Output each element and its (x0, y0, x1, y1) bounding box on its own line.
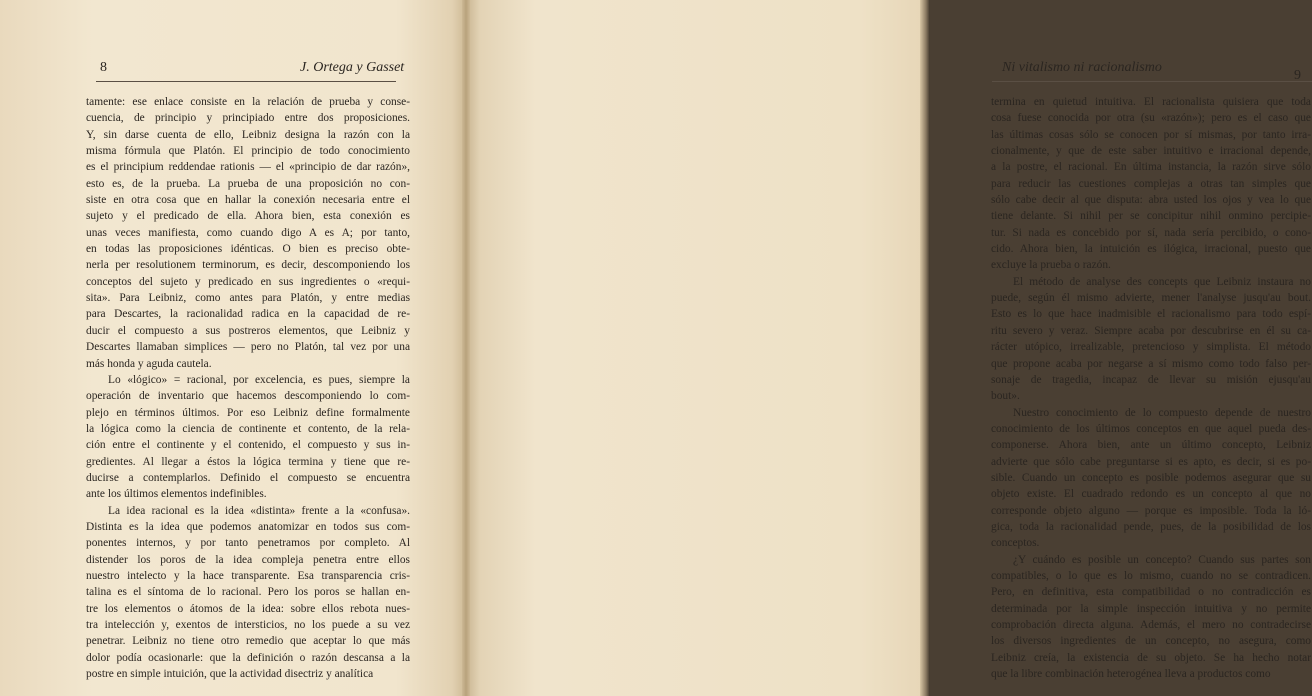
text-line: es el principium reddendae rationis — el «principio de dar razón», (86, 161, 410, 174)
text-line: más honda y aguda cautela. (86, 357, 212, 370)
text-line: puede, según él mismo advierte, mener l'analyse jusqu'au bout. (991, 292, 1311, 305)
text-line: Leibniz creía, la existencia de su objeto. Se ha hecho notar (991, 651, 1311, 664)
text-line: en todas las proposiciones idénticas. O bien es preciso obte- (86, 243, 410, 256)
text-line: compatibles, o lo que es lo mismo, cuando no se contradicen. (991, 569, 1311, 582)
left-header-rule (96, 81, 396, 82)
left-page-header (96, 58, 405, 82)
text-line: excluye la prueba o razón. (991, 259, 1111, 272)
text-line: Descartes llamaban simplices — pero no Platón, tal vez por una (86, 341, 410, 354)
text-line: cido. Ahora bien, la intuición es ilógica, irracional, puesto que (991, 243, 1311, 256)
text-line: sujeto y el predicado de ella. Ahora bien, esta conexión es (86, 210, 410, 223)
text-line: tra intelección y, exentos de intersticios, no los puede a su vez (86, 619, 410, 631)
text-line: ducirse a contemplarlos. Definido el compuesto se encuentra (86, 471, 410, 484)
text-line: ritu severo y veraz. Siempre acaba por descubrirse en él su ca- (991, 324, 1311, 337)
text-line: para reducir las cuestiones complejas a otras tan simples que (991, 177, 1311, 190)
right-page (466, 0, 1311, 696)
text-line: conocimiento de los últimos conceptos en que aquel pueda des- (991, 422, 1311, 435)
text-line: la lógica como la ciencia de continente et contento, de la rela- (86, 422, 410, 435)
text-line: ¿Y cuándo es posible un concepto? Cuando sus partes son (1013, 553, 1311, 566)
right-running-title: Ni vitalismo ni racionalismo (1002, 60, 1162, 75)
text-line: siste en otra cosa que en hallar la conexión necesaria entre el (86, 194, 410, 207)
text-line: tiene delante. Si nihil per se concipitur nihil onmino percipie- (991, 210, 1311, 223)
text-line: nerla per resolutionem terminorum, es decir, descomponiendo los (86, 259, 410, 272)
text-line: corresponde objeto alguno — porque es imposible. Toda la ló- (991, 504, 1311, 517)
text-line: misma fórmula que Platón. El principio de todo conocimiento (86, 145, 410, 158)
text-line: distender los poros de la idea compleja penetra entre ellos (86, 553, 410, 566)
text-line: bout». (991, 390, 1020, 403)
text-line: sible. Cuando un concepto es posible podemos asegurar que su (991, 471, 1311, 484)
text-line: Nuestro conocimiento de lo compuesto depende de nuestro (1013, 406, 1311, 419)
text-line: La idea racional es la idea «distinta» frente a la «confusa». (108, 504, 410, 517)
text-line: para Descartes, la racionalidad radica en la capacidad de re- (86, 308, 410, 321)
text-line: gredientes. Al llegar a éstos la lógica termina y tiene que re- (86, 455, 410, 468)
left-page-body (86, 94, 410, 682)
text-line: penetrar. Leibniz no tiene otro remedio que aceptar lo que más (86, 635, 410, 648)
text-line: sita». Para Leibniz, como antes para Platón, y entre medias (86, 292, 410, 305)
right-page-number: 9 (1294, 68, 1301, 83)
right-header-rule (992, 81, 1312, 82)
page-edge-shadow (920, 0, 930, 696)
text-line: dolor podía ocasionarle: que la definición o razón descansa a la (86, 651, 410, 664)
text-line: componerse. Ahora bien, ante un último concepto, Leibniz (991, 439, 1311, 452)
text-line: gica, toda la racionalidad pende, pues, de la posibilidad de los (991, 520, 1311, 533)
text-line: determinada por la simple inspección intuitiva y no permite (991, 602, 1311, 615)
text-line: cionalmente, y que de este saber intuitivo e irracional depende, (991, 145, 1311, 158)
text-line: ción entre el continente y el contenido, el compuesto y sus in- (86, 439, 410, 452)
text-line: sólo cabe decir al que disputa: abra usted los ojos y vea lo que (991, 194, 1311, 207)
text-line: conceptos del sujeto y predicado en sus ingredientes o «requi- (86, 275, 410, 288)
text-line: tamente: ese enlace consiste en la relación de prueba y conse- (86, 96, 410, 108)
text-line: talina es el síntoma de lo racional. Pero los poros se hallan en- (86, 586, 410, 599)
text-line: postre en simple intuición, que la actividad disectriz y analítica (86, 668, 374, 681)
text-line: cosa fuese conocida por otra (su «razón»); pero es el caso que (991, 112, 1311, 125)
text-line: a la postre, el racional. En última instancia, la razón sirve sólo (991, 161, 1311, 174)
text-line: los diversos ingredientes de un concepto, no asegura, como (991, 635, 1311, 648)
text-line: operación de inventario que hacemos descomponiendo lo com- (86, 390, 410, 403)
text-line: tre los elementos o átomos de la idea: sobre ellos rebota nues- (86, 602, 410, 615)
text-line: unas veces manifiesta, como cuando digo A es A; por tanto, (86, 226, 410, 239)
text-line: comprobación directa alguna. Además, el mero no contradecirse (991, 619, 1311, 631)
text-line: Distinta es la idea que podemos anatomizar en todos sus com- (86, 520, 410, 533)
left-running-title: J. Ortega y Gasset (300, 60, 405, 75)
text-line: Esto es lo que hace inadmisible el racionalismo para todo espí- (991, 308, 1311, 321)
text-line: sonaje de tragedia, incapaz de llevar su misión ejusqu'au (991, 373, 1311, 386)
left-page-number: 8 (100, 60, 107, 75)
text-line: esto es, de la prueba. La prueba de una proposición no con- (86, 177, 410, 190)
text-line: ducir el compuesto a sus postreros elementos, que Leibniz y (86, 324, 410, 337)
text-line: tur. Si nada es concebido por sí, nada sería percibido, o cono- (991, 226, 1311, 239)
text-line: las últimas cosas sólo se conocen por sí mismas, por tanto irra- (991, 128, 1311, 141)
text-line: Y, sin darse cuenta de ello, Leibniz designa la razón con la (86, 128, 410, 141)
text-line: nuestro intelecto y la hace transparente. Esa transparencia cris- (86, 569, 410, 582)
text-line: cuencia, de principio y principiado entre dos proposiciones. (86, 112, 410, 125)
text-line: que propone acaba por negarse a sí mismo como todo falso per- (991, 357, 1311, 370)
right-page-body (991, 94, 1311, 682)
text-line: que la libre combinación heterogénea lleva a productos como (991, 668, 1271, 681)
text-line: advierte que sólo cabe preguntarse si es apto, es decir, si es po- (991, 455, 1311, 468)
text-line: El método de analyse des concepts que Leibniz instaura no (1013, 275, 1311, 288)
text-line: termina en quietud intuitiva. El racionalista quisiera que toda (991, 96, 1311, 108)
text-line: plejo en términos últimos. Por eso Leibniz define formalmente (86, 406, 410, 419)
text-line: objeto existe. El cuadrado redondo es un concepto al que no (991, 488, 1311, 501)
text-line: conceptos. (991, 537, 1040, 550)
book-spine (462, 0, 470, 696)
text-line: Pero, en definitiva, esta compatibilidad o no contradicción es (991, 586, 1311, 599)
text-line: ponentes internos, y por tanto penetramos por completo. Al (86, 537, 410, 550)
text-line: Lo «lógico» = racional, por excelencia, es pues, siempre la (108, 373, 410, 386)
text-line: rácter utópico, irrealizable, pretencioso y simplista. El método (991, 341, 1311, 354)
left-page (0, 0, 466, 696)
text-line: ante los últimos elementos indefinibles. (86, 488, 267, 501)
right-page-header (992, 58, 1312, 82)
